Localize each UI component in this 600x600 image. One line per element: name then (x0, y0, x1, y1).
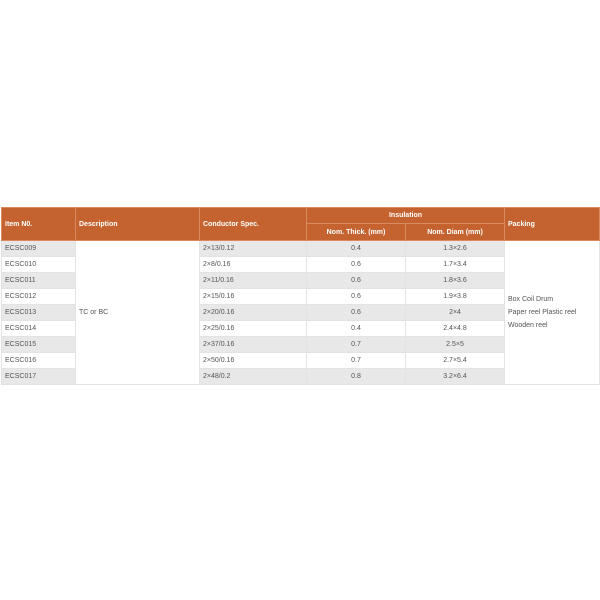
cell-nom-thick: 0.6 (307, 289, 406, 305)
cell-nom-diam: 2.5×5 (406, 337, 505, 353)
cell-conductor-spec: 2×8/0.16 (200, 257, 307, 273)
cell-nom-diam: 1.3×2.6 (406, 241, 505, 257)
cell-packing (505, 241, 600, 385)
packing-line: Paper reel Plastic reel (508, 309, 577, 316)
table-row (2, 241, 600, 257)
spec-table (1, 207, 600, 385)
cell-item-no: ECSC015 (2, 337, 76, 353)
cell-item-no: ECSC010 (2, 257, 76, 273)
header-nom-diam: Nom. Diam (mm) (406, 224, 505, 241)
cell-item-no: ECSC009 (2, 241, 76, 257)
cell-conductor-spec: 2×20/0.16 (200, 305, 307, 321)
packing-line: Box Coil Drum (508, 296, 554, 303)
cell-nom-diam: 2×4 (406, 305, 505, 321)
cell-conductor-spec: 2×37/0.16 (200, 337, 307, 353)
table-header (2, 208, 600, 241)
header-nom-thick: Nom. Thick. (mm) (307, 224, 406, 241)
table-body (2, 241, 600, 385)
cell-nom-thick: 0.6 (307, 305, 406, 321)
cell-conductor-spec: 2×13/0.12 (200, 241, 307, 257)
cell-item-no: ECSC016 (2, 353, 76, 369)
cell-item-no: ECSC014 (2, 321, 76, 337)
cell-nom-thick: 0.7 (307, 337, 406, 353)
cell-nom-diam: 3.2×6.4 (406, 369, 505, 385)
cell-nom-thick: 0.4 (307, 241, 406, 257)
cell-conductor-spec: 2×48/0.2 (200, 369, 307, 385)
packing-line: Wooden reel (508, 322, 548, 329)
cell-nom-thick: 0.6 (307, 257, 406, 273)
cell-nom-diam: 1.8×3.6 (406, 273, 505, 289)
cell-nom-diam: 2.7×5.4 (406, 353, 505, 369)
cell-conductor-spec: 2×50/0.16 (200, 353, 307, 369)
cell-nom-thick: 0.6 (307, 273, 406, 289)
cell-item-no: ECSC017 (2, 369, 76, 385)
cell-nom-thick: 0.4 (307, 321, 406, 337)
cell-conductor-spec: 2×25/0.16 (200, 321, 307, 337)
cell-nom-diam: 2.4×4.8 (406, 321, 505, 337)
cell-item-no: ECSC012 (2, 289, 76, 305)
header-insulation: Insulation (307, 208, 505, 224)
cell-nom-diam: 1.7×3.4 (406, 257, 505, 273)
header-conductor-spec: Conductor Spec. (200, 208, 307, 241)
header-description: Description (76, 208, 200, 241)
cell-conductor-spec: 2×11/0.16 (200, 273, 307, 289)
cell-nom-thick: 0.7 (307, 353, 406, 369)
cell-conductor-spec: 2×15/0.16 (200, 289, 307, 305)
cell-item-no: ECSC013 (2, 305, 76, 321)
cell-nom-diam: 1.9×3.8 (406, 289, 505, 305)
cell-description: TC or BC (76, 241, 200, 385)
cell-item-no: ECSC011 (2, 273, 76, 289)
header-packing: Packing (505, 208, 600, 241)
header-item-no: Item N0. (2, 208, 76, 241)
cell-nom-thick: 0.8 (307, 369, 406, 385)
